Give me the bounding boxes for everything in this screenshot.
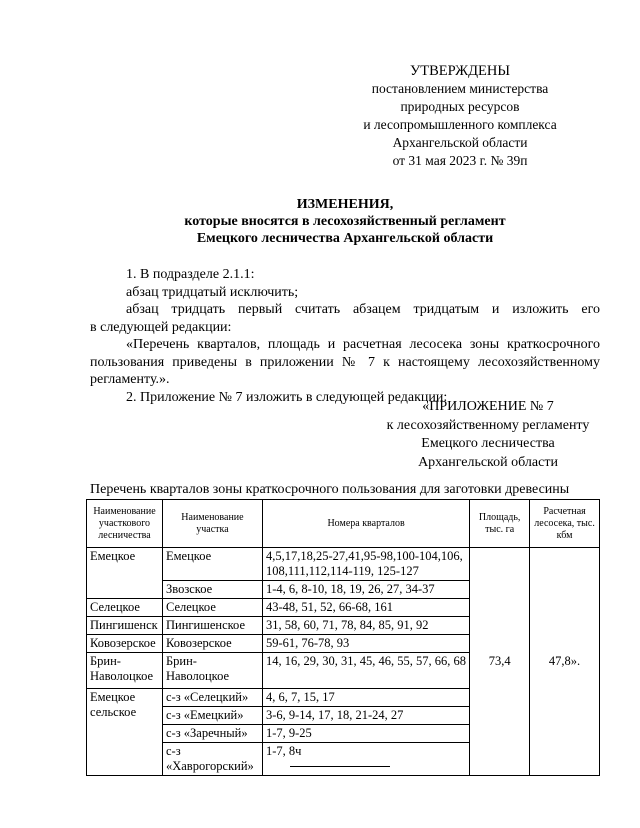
cell-quarters: 1-4, 6, 8-10, 18, 19, 26, 27, 34-37 xyxy=(262,581,469,599)
approval-date: от 31 мая 2023 г. № 39п xyxy=(392,153,528,168)
header-quarters: Номера кварталов xyxy=(262,500,469,548)
cell-cut-total: 47,8». xyxy=(530,548,600,776)
approval-line: Архангельской области xyxy=(392,135,528,150)
table-caption: Перечень кварталов зоны краткосрочного пользования для заготовки древесины xyxy=(90,482,570,497)
cell-district: Пингишенск xyxy=(87,617,163,635)
paragraph: 2. Приложение № 7 изложить в следующей редакции: xyxy=(126,389,448,405)
paragraph: 1. В подразделе 2.1.1: xyxy=(126,267,255,282)
cell-site: Пингишенское xyxy=(162,617,262,635)
cell-quarters: 31, 58, 60, 71, 78, 84, 85, 91, 92 xyxy=(262,617,469,635)
cell-site: Емецкое xyxy=(162,548,262,581)
header-site: Наименование участка xyxy=(162,500,262,548)
approval-line: природных ресурсов xyxy=(400,99,520,114)
paragraph: пользования приведены в приложении № 7 к настоящему лесохозяйственному xyxy=(90,354,600,370)
cell-quarters: 59-61, 76-78, 93 xyxy=(262,635,469,653)
cell-district: Емецкое сельское xyxy=(87,689,163,776)
document-title xyxy=(90,196,600,247)
cell-site: с-з «Емецкий» xyxy=(162,707,262,725)
quarters-table xyxy=(86,499,600,776)
cell-district: Брин-Наволоцкое xyxy=(87,653,163,689)
header-area: Площадь, тыс. га xyxy=(470,500,530,548)
appendix-header xyxy=(370,398,606,472)
table-header-row xyxy=(87,500,600,548)
cell-district: Емецкое xyxy=(87,548,163,599)
document-body xyxy=(90,266,600,406)
cell-area-total: 73,4 xyxy=(470,548,530,776)
cell-site: Ковозерское xyxy=(162,635,262,653)
title-line: которые вносятся в лесохозяйственный регламент xyxy=(184,214,506,229)
cell-site: с-з «Селецкий» xyxy=(162,689,262,707)
cell-quarters: 1-7, 9-25 xyxy=(262,725,469,743)
cell-site: с-з «Заречный» xyxy=(162,725,262,743)
cell-quarters: 43-48, 51, 52, 66-68, 161 xyxy=(262,599,469,617)
end-separator-line xyxy=(290,766,390,767)
cell-district: Ковозерское xyxy=(87,635,163,653)
cell-quarters: 1-7, 8ч xyxy=(262,743,469,776)
approval-line: и лесопромышленного комплекса xyxy=(363,117,557,132)
header-cut: Расчетная лесосека, тыс. кбм xyxy=(530,500,600,548)
cell-site: Брин-Наволоцкое xyxy=(162,653,262,689)
cell-site: Звозское xyxy=(162,581,262,599)
cell-quarters: 4, 6, 7, 15, 17 xyxy=(262,689,469,707)
title-line: Емецкого лесничества Архангельской области xyxy=(196,231,494,246)
approval-heading: УТВЕРЖДЕНЫ xyxy=(409,63,511,79)
paragraph: «Перечень кварталов, площадь и расчетная лесосека зоны краткосрочного xyxy=(126,337,600,352)
cell-district: Селецкое xyxy=(87,599,163,617)
appendix-line: Архангельской области xyxy=(418,454,558,470)
paragraph: в следующей редакции: xyxy=(90,319,232,335)
paragraph: абзац тридцатый исключить; xyxy=(126,284,299,300)
cell-quarters: 14, 16, 29, 30, 31, 45, 46, 55, 57, 66, 68 xyxy=(262,653,469,689)
paragraph: абзац тридцать первый считать абзацем тридцатым и изложить его xyxy=(126,302,600,317)
header-district: Наименование участкового лесничества xyxy=(87,500,163,548)
paragraph: регламенту.». xyxy=(90,372,170,387)
appendix-line: Емецкого лесничества xyxy=(421,436,555,451)
cell-quarters: 4,5,17,18,25-27,41,95-98,100-104,106, 108,111,112,114-119, 125-127 xyxy=(262,548,469,581)
appendix-line: «ПРИЛОЖЕНИЕ № 7 xyxy=(422,399,554,414)
title-line: ИЗМЕНЕНИЯ, xyxy=(296,197,394,212)
approval-block xyxy=(350,62,570,170)
appendix-line: к лесохозяйственному регламенту xyxy=(386,417,590,433)
cell-site: Селецкое xyxy=(162,599,262,617)
approval-line: постановлением министерства xyxy=(371,81,549,96)
table-row xyxy=(87,548,600,581)
cell-site: с-з «Хаврогорский» xyxy=(162,743,262,776)
cell-quarters: 3-6, 9-14, 17, 18, 21-24, 27 xyxy=(262,707,469,725)
